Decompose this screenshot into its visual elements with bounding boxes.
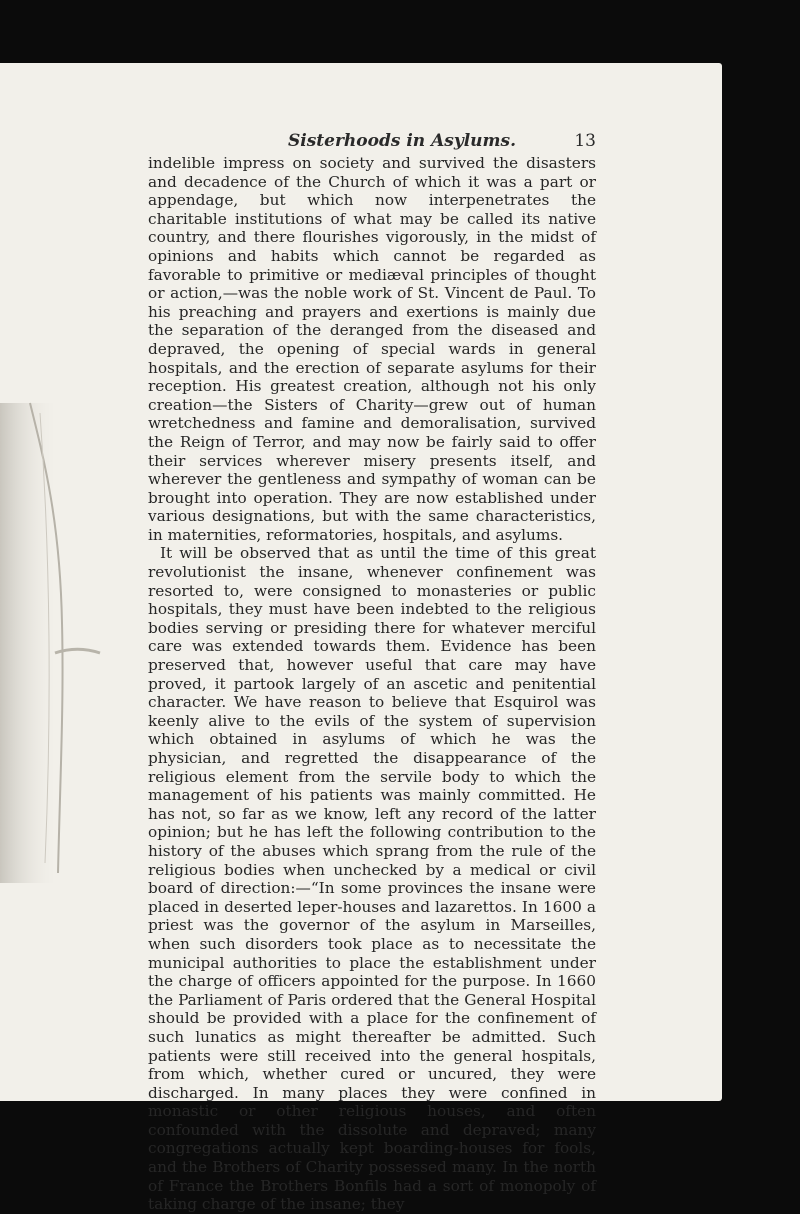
- running-title: Sisterhoods in Asylums.: [288, 131, 517, 151]
- body-text: [148, 154, 596, 1214]
- running-header: [148, 131, 596, 155]
- page-number: 13: [574, 131, 596, 151]
- binding-gutter-shadow: [0, 403, 110, 883]
- paragraph: indelible impress on society and survived the disasters and decadence of the Church of which it was a part or appendage, but which now interpenetrates the charitable institutions of what may be called its native country, and there flourishes vigorously, in the midst of opinions and habits which cannot be regarded as favorable to primitive or mediæval principles of thought or action,—was the noble work of St. Vincent de Paul. To his preaching and prayers and exertions is mainly due the separation of the deranged from the diseased and depraved, the opening of special wards in general hospitals, and the erection of separate asylums for their reception. His greatest creation, although not his only creation—the Sisters of Charity—grew out of human wretchedness and famine and demoralisation, survived the Reign of Terror, and may now be fairly said to offer their services wherever misery presents itself, and wherever the gentleness and sympathy of woman can be brought into operation. They are now established under various designations, but with the same characteristics, in maternities, reformatories, hospitals, and asylums.: [148, 154, 596, 544]
- paragraph: It will be observed that as until the time of this great revolutionist the insane, whenever confinement was resorted to, were consigned to monasteries or public hospitals, they must have been indebted to the religious bodies serving or presiding there for whatever merciful care was extended towards them. Evidence has been preserved that, however useful that care may have proved, it partook largely of an ascetic and penitential character. We have reason to believe that Esquirol was keenly alive to the evils of the system of supervision which obtained in asylums of which he was the physician, and regretted the disappearance of the religious element from the servile body to which the management of his patients was mainly committed. He has not, so far as we know, left any record of the latter opinion; but he has left the following contribution to the history of the abuses which sprang from the rule of the religious bodies when unchecked by a medical or civil board of direction:—“In some provinces the insane were placed in deserted leper-houses and lazarettos. In 1600 a priest was the governor of the asylum in Marseilles, when such disorders took place as to necessitate the municipal authorities to place the establishment under the charge of officers appointed for the purpose. In 1660 the Parliament of Paris ordered that the General Hospital should be provided with a place for the confinement of such lunatics as might thereafter be admitted. Such patients were still received into the general hospitals, from which, whether cured or uncured, they were discharged. In many places they were confined in monastic or other religious houses, and often confounded with the dissolute and depraved; many congregations actually kept boarding-houses for fools, and the Brothers of Charity possessed many. In the north of France the Brothers Bonfils had a sort of monopoly of taking charge of the insane; they: [148, 544, 596, 1214]
- book-page: [0, 63, 722, 1214]
